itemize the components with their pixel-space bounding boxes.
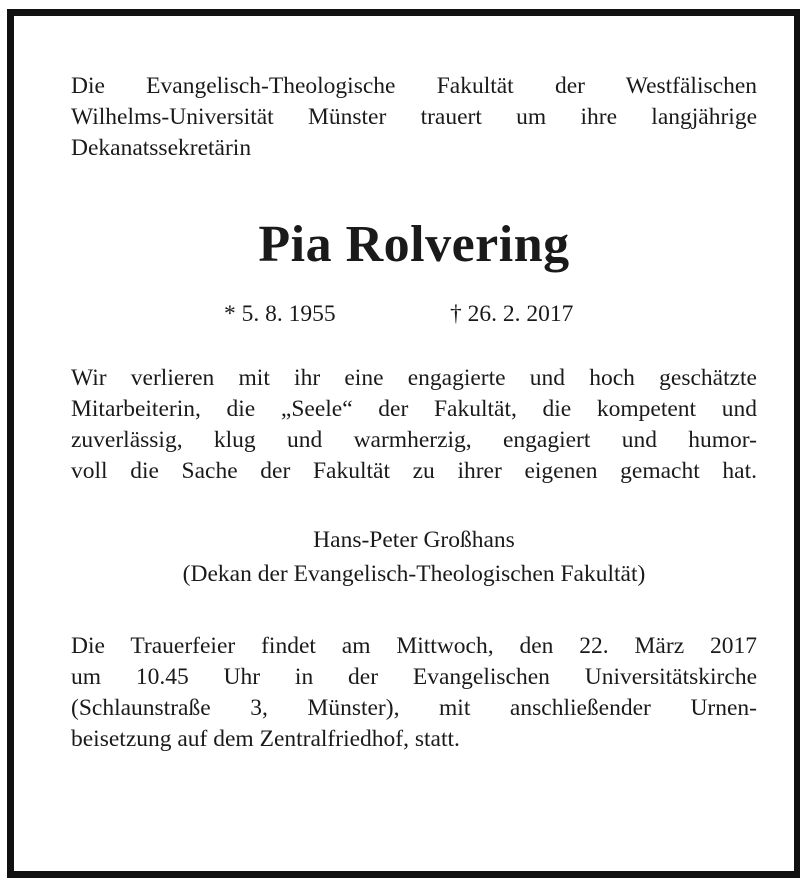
- signer-title: (Dekan der Evangelisch-Theologischen Fakultät): [182, 561, 646, 587]
- intro-line: Dekanatssekretärin: [71, 135, 252, 161]
- intro-line: Die Evangelisch-Theologische Fakultät der Westfälischen: [71, 73, 757, 99]
- signer-name: Hans-Peter Großhans: [313, 527, 515, 553]
- funeral-line: Die Trauerfeier findet am Mittwoch, den 22. März 2017: [71, 633, 757, 659]
- tribute-line: voll die Sache der Fakultät zu ihrer eigenen gemacht hat.: [71, 458, 757, 484]
- tribute-paragraph: [71, 363, 757, 487]
- deceased-name: Pia Rolvering: [258, 216, 570, 273]
- death-date: † 26. 2. 2017: [450, 301, 574, 327]
- tribute-line: zuverlässig, klug und warmherzig, engagiert und humor-: [71, 427, 757, 453]
- birth-date: * 5. 8. 1955: [224, 301, 336, 327]
- funeral-line: beisetzung auf dem Zentralfriedhof, statt.: [71, 726, 460, 752]
- funeral-line: um 10.45 Uhr in der Evangelischen Universitätskirche: [71, 664, 757, 690]
- tribute-line: Wir verlieren mit ihr eine engagierte und hoch geschätzte: [71, 365, 757, 391]
- tribute-line: Mitarbeiterin, die „Seele“ der Fakultät, die kompetent und: [71, 396, 757, 422]
- intro-line: Wilhelms-Universität Münster trauert um ihre langjährige: [71, 104, 757, 130]
- intro-paragraph: [71, 71, 757, 164]
- obituary-content: [71, 71, 757, 755]
- signer-block: [71, 523, 757, 591]
- life-dates: [71, 297, 757, 331]
- funeral-line: (Schlaunstraße 3, Münster), mit anschließender Urnen-: [71, 695, 757, 721]
- obituary-frame: [7, 9, 800, 878]
- funeral-paragraph: [71, 631, 757, 755]
